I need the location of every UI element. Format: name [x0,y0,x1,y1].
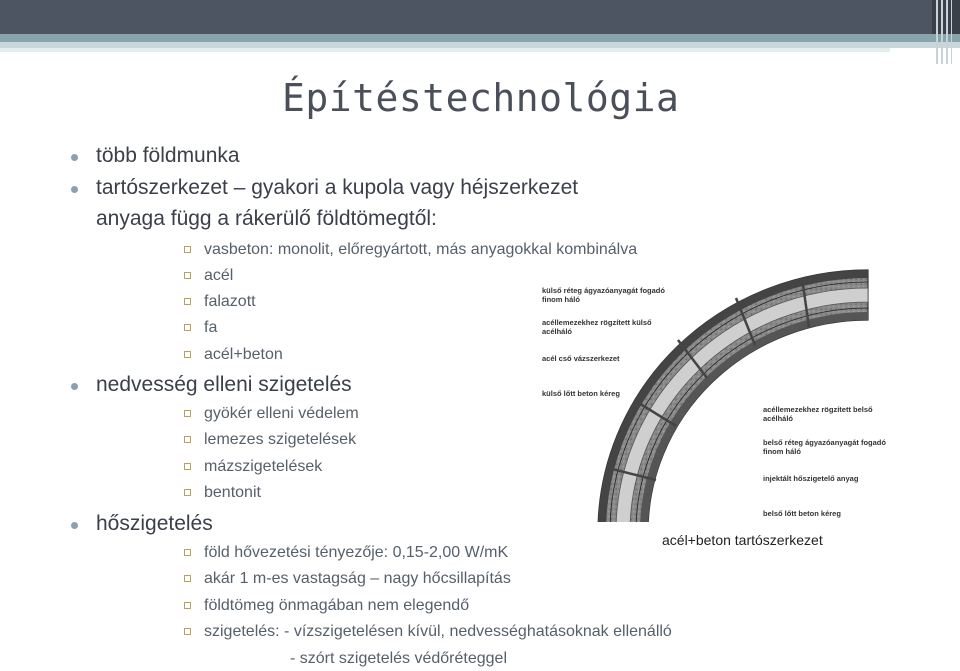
sub-bullet-item: föld hővezetési tényezője: 0,15-2,00 W/mK [204,544,509,561]
shell-section-drawing [598,270,868,532]
svg-text:acéllemezekhez rögzített külső [542,318,652,336]
slide-title: Építéstechnológia [282,76,680,120]
figure-label: acélháló [542,327,573,336]
figure-label: finom háló [542,295,580,304]
sub-bullet-item: fa [204,319,218,336]
sub-bullet-item: acél [204,267,234,284]
decorative-stripes [936,0,952,64]
figure-label: acéllemezekhez rögzített belső [763,405,873,414]
figure-label: injektált hőszigetelő anyag [763,474,859,483]
cross-section-figure [530,268,886,522]
bullet-item: hőszigetelés [96,512,213,535]
sub-bullet-item: lemezes szigetelések [204,431,357,448]
svg-text:acéllemezekhez rögzített belső [763,405,873,423]
decorative-band [0,34,960,42]
decorative-band [0,48,890,52]
figure-label: acél cső vázszerkezet [542,354,620,363]
svg-text:külső réteg ágyazóanyagát foga [542,286,665,304]
figure-label: finom háló [763,447,801,456]
figure-label: belső réteg ágyazóanyagát fogadó [763,438,886,447]
sub-bullet-item: mázszigetelések [204,458,323,475]
header-bar [0,0,960,34]
figure-labels-right [763,405,886,518]
sub-bullet-item: akár 1 m-es vastagság – nagy hőcsillapítás [204,570,511,587]
sub-bullet-item: földtömeg önmagában nem elegendő [204,597,470,614]
sub-bullet-item: gyökér elleni védelem [204,405,359,422]
sub-bullet-continuation: - szórt szigetelés védőréteggel [290,650,507,667]
sub-bullet-item: bentonit [204,484,261,501]
figure-label: külső lőtt beton kéreg [542,389,620,398]
figure-label: acéllemezekhez rögzített külső [542,318,652,327]
bullet-item: tartószerkezet – gyakori a kupola vagy héjszerkezet [96,176,579,199]
figure-caption: acél+beton tartószerkezet [662,532,823,548]
sub-bullet-item: szigetelés: - vízszigetelésen kívül, nedvességhatásoknak ellenálló [204,623,672,640]
bullet-continuation: anyaga függ a rákerülő földtömegtől: [96,207,437,230]
sub-bullet-item: vasbeton: monolit, előregyártott, más anyagokkal kombinálva [204,241,638,258]
svg-text:belső réteg ágyazóanyagát foga [763,438,886,456]
sub-bullet-item: falazott [204,293,256,310]
bullet-item: nedvesség elleni szigetelés [96,373,352,396]
figure-label: belső lőtt beton kéreg [763,509,841,518]
sub-bullet-item: acél+beton [204,346,283,363]
figure-label: külső réteg ágyazóanyagát fogadó [542,286,665,295]
bullet-item: több földmunka [96,144,240,167]
figure-label: acélháló [763,414,794,423]
